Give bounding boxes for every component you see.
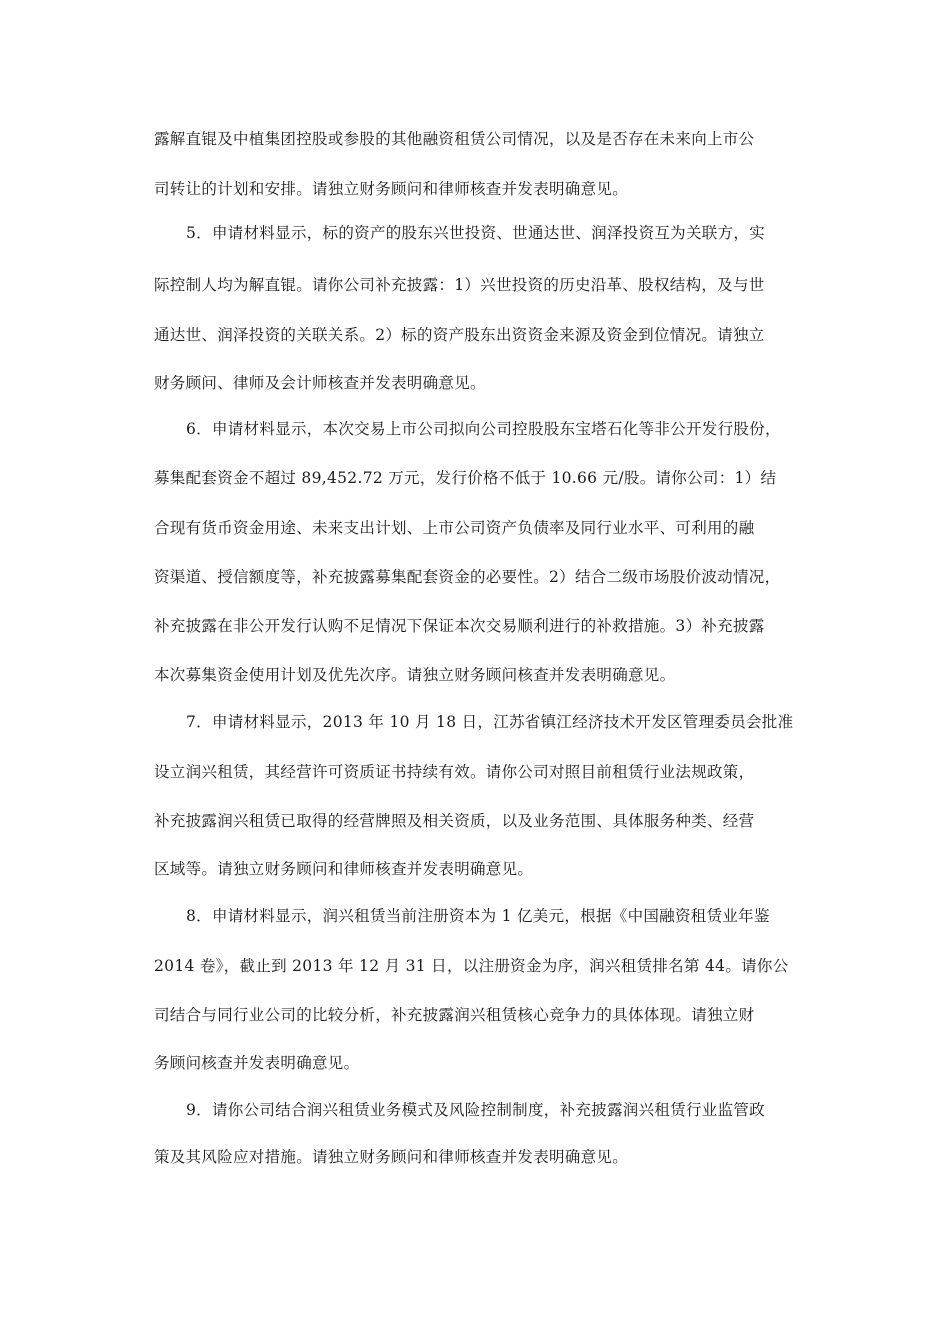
paragraph-8-start: 8．申请材料显示，润兴租赁当前注册资本为 1 亿美元，根据《中国融资租赁业年鉴 bbox=[186, 907, 770, 925]
text-line: 补充披露在非公开发行认购不足情况下保证本次交易顺利进行的补救措施。3）补充披露 bbox=[154, 617, 765, 635]
paragraph-5-start: 5．申请材料显示，标的资产的股东兴世投资、世通达世、润泽投资互为关联方，实 bbox=[186, 224, 765, 242]
text-line: 募集配套资金不超过 89,452.72 万元，发行价格不低于 10.66 元/股。请你公司：1）结 bbox=[154, 469, 777, 487]
paragraph-7-start: 7．申请材料显示，2013 年 10 月 18 日，江苏省镇江经济技术开发区管理委员会批准 bbox=[186, 713, 794, 731]
text-line: 通达世、润泽投资的关联关系。2）标的资产股东出资资金来源及资金到位情况。请独立 bbox=[154, 326, 765, 344]
text-line: 资渠道、授信额度等，补充披露募集配套资金的必要性。2）结合二级市场股价波动情况， bbox=[154, 568, 781, 586]
text-line: 司结合与同行业公司的比较分析，补充披露润兴租赁核心竞争力的具体体现。请独立财 bbox=[154, 1006, 755, 1024]
paragraph-9-start: 9．请你公司结合润兴租赁业务模式及风险控制制度，补充披露润兴租赁行业监管政 bbox=[186, 1101, 765, 1119]
text-line: 策及其风险应对措施。请独立财务顾问和律师核查并发表明确意见。 bbox=[154, 1148, 629, 1166]
text-line: 际控制人均为解直锟。请你公司补充披露：1）兴世投资的历史沿革、股权结构，及与世 bbox=[154, 276, 765, 294]
text-line: 司转让的计划和安排。请独立财务顾问和律师核查并发表明确意见。 bbox=[154, 180, 629, 198]
text-line: 设立润兴租赁，其经营许可资质证书持续有效。请你公司对照目前租赁行业法规政策， bbox=[154, 763, 755, 781]
text-line: 务顾问核查并发表明确意见。 bbox=[154, 1054, 360, 1072]
text-line: 补充披露润兴租赁已取得的经营牌照及相关资质，以及业务范围、具体服务种类、经营 bbox=[154, 812, 755, 830]
text-line: 露解直锟及中植集团控股或参股的其他融资租赁公司情况，以及是否存在未来向上市公 bbox=[154, 130, 755, 148]
text-line: 2014 卷》，截止到 2013 年 12 月 31 日，以注册资金为序，润兴租赁排名第 44。请你公 bbox=[154, 957, 789, 975]
text-line: 合现有货币资金用途、未来支出计划、上市公司资产负债率及同行业水平、可利用的融 bbox=[154, 519, 755, 537]
paragraph-6-start: 6．申请材料显示，本次交易上市公司拟向公司控股股东宝塔石化等非公开发行股份， bbox=[186, 420, 781, 438]
text-line: 本次募集资金使用计划及优先次序。请独立财务顾问核查并发表明确意见。 bbox=[154, 666, 676, 684]
text-line: 财务顾问、律师及会计师核查并发表明确意见。 bbox=[154, 374, 486, 392]
text-line: 区域等。请独立财务顾问和律师核查并发表明确意见。 bbox=[154, 860, 534, 878]
